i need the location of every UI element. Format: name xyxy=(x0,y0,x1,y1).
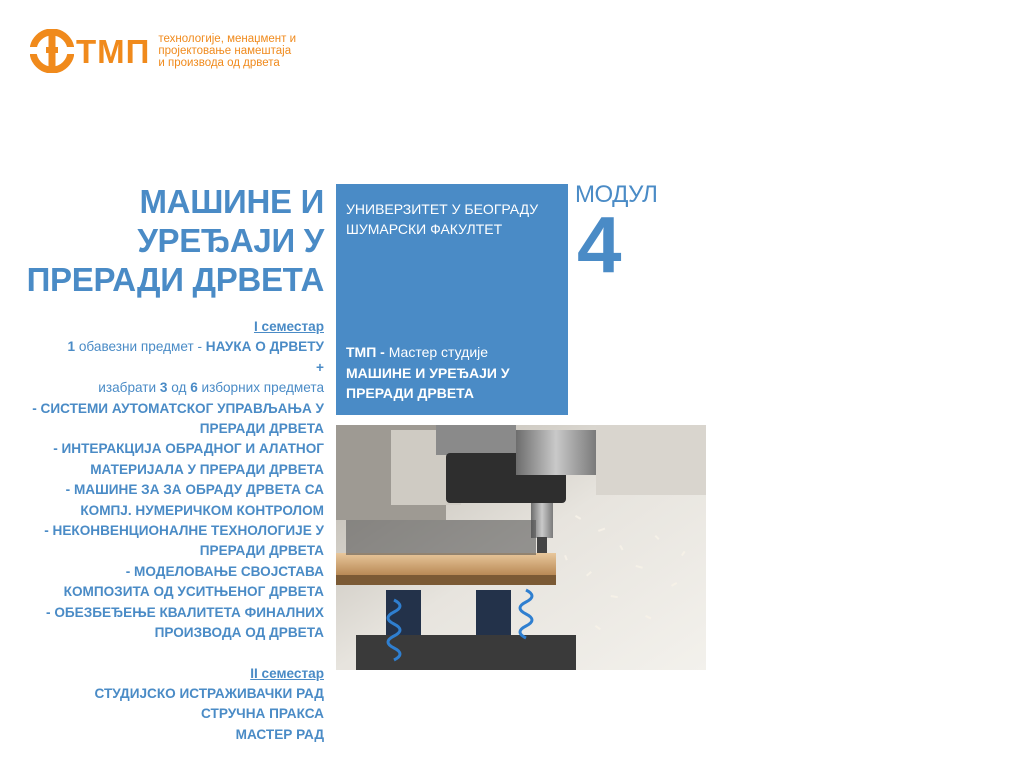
choose-count: 3 xyxy=(159,380,168,396)
tmp-logo-icon xyxy=(30,29,74,73)
curriculum-info xyxy=(0,317,324,745)
choose-total: 6 xyxy=(190,380,198,396)
elective-course-line: КОМПОЗИТА ОД УСИТЊЕНОГ ДРВЕТА xyxy=(63,584,324,600)
semester-2-item: МАСТЕР РАД xyxy=(235,726,324,742)
semester-2-item: СТУДИЈСКО ИСТРАЖИВАЧКИ РАД xyxy=(94,685,324,701)
semester-2-heading: II семестар xyxy=(250,665,324,681)
program-abbr: ТМП - xyxy=(346,344,389,360)
logo-tagline xyxy=(158,33,296,69)
university-box xyxy=(336,184,568,415)
program-course-line: ПРЕРАДИ ДРВЕТА xyxy=(346,385,474,401)
logo-tagline-line: технологије, менаџмент и xyxy=(158,33,297,45)
cnc-machine-image xyxy=(336,425,706,670)
logo-tagline-line: пројектовање намештаја xyxy=(158,45,292,57)
cnc-machine-photo xyxy=(336,425,706,670)
program-type: Мастер студије xyxy=(388,344,489,360)
elective-course-line: - СИСТЕМИ АУТОМАТСКОГ УПРАВЉАЊА У xyxy=(32,400,324,416)
module-number: 4 xyxy=(577,200,622,289)
required-count: 1 xyxy=(67,339,76,355)
curriculum-column xyxy=(0,182,324,745)
page-title xyxy=(0,182,324,299)
page-title-line: ПРЕРАДИ ДРВЕТА xyxy=(26,261,324,298)
choose-suffix: изборних предмета xyxy=(197,380,324,396)
elective-course-line: - МАШИНЕ ЗА ЗА ОБРАДУ ДРВЕТА СА xyxy=(65,482,324,498)
elective-course-line: ПРЕРАДИ ДРВЕТА xyxy=(199,421,324,437)
elective-course-line: ПРЕРАДИ ДРВЕТА xyxy=(199,543,324,559)
choose-prefix: изабрати xyxy=(98,380,160,396)
module-label-block xyxy=(575,181,658,289)
section-spacer xyxy=(0,644,324,664)
plus-sign: + xyxy=(316,359,324,375)
logo-wordmark: ТМП xyxy=(76,32,151,70)
faculty-name: ШУМАРСКИ ФАКУЛТЕТ xyxy=(346,221,503,237)
university-name: УНИВЕРЗИТЕТ У БЕОГРАДУ xyxy=(346,201,539,217)
semester-1-heading: I семестар xyxy=(253,319,324,334)
elective-course-line: - ИНТЕРАКЦИЈА ОБРАДНОГ И АЛАТНОГ xyxy=(53,441,324,457)
required-course: НАУКА О ДРВЕТУ xyxy=(205,339,324,355)
required-text: обавезни предмет - xyxy=(75,339,206,355)
module-label: МОДУЛ xyxy=(575,181,658,208)
elective-course-line: ПРОИЗВОДА ОД ДРВЕТА xyxy=(154,625,324,641)
elective-course-line: МАТЕРИЈАЛА У ПРЕРАДИ ДРВЕТА xyxy=(90,461,324,477)
elective-course-line: - НЕКОНВЕНЦИОНАЛНЕ ТЕХНОЛОГИЈЕ У xyxy=(44,523,324,539)
logo xyxy=(30,28,296,74)
logo-tagline-line: и производа од дрвета xyxy=(158,57,280,69)
elective-course-line: - МОДЕЛОВАЊЕ СВОЈСТАВА xyxy=(125,563,324,579)
page-title-line: МАШИНЕ И xyxy=(139,183,324,220)
elective-course-line: КОМПЈ. НУМЕРИЧКОМ КОНТРОЛОМ xyxy=(80,502,324,518)
program-course-line: МАШИНЕ И УРЕЂАЈИ У xyxy=(346,364,510,381)
page-title-line: УРЕЂАЈИ У xyxy=(137,222,324,259)
program-info xyxy=(346,342,562,404)
program-line xyxy=(346,342,562,363)
choose-mid: од xyxy=(167,380,191,396)
elective-course-line: - ОБЕЗБЕЂЕЊЕ КВАЛИТЕТА ФИНАЛНИХ xyxy=(46,604,324,620)
required-course-line xyxy=(0,337,324,357)
elective-choice-line xyxy=(0,378,324,398)
semester-2-item: СТРУЧНА ПРАКСА xyxy=(201,706,324,722)
